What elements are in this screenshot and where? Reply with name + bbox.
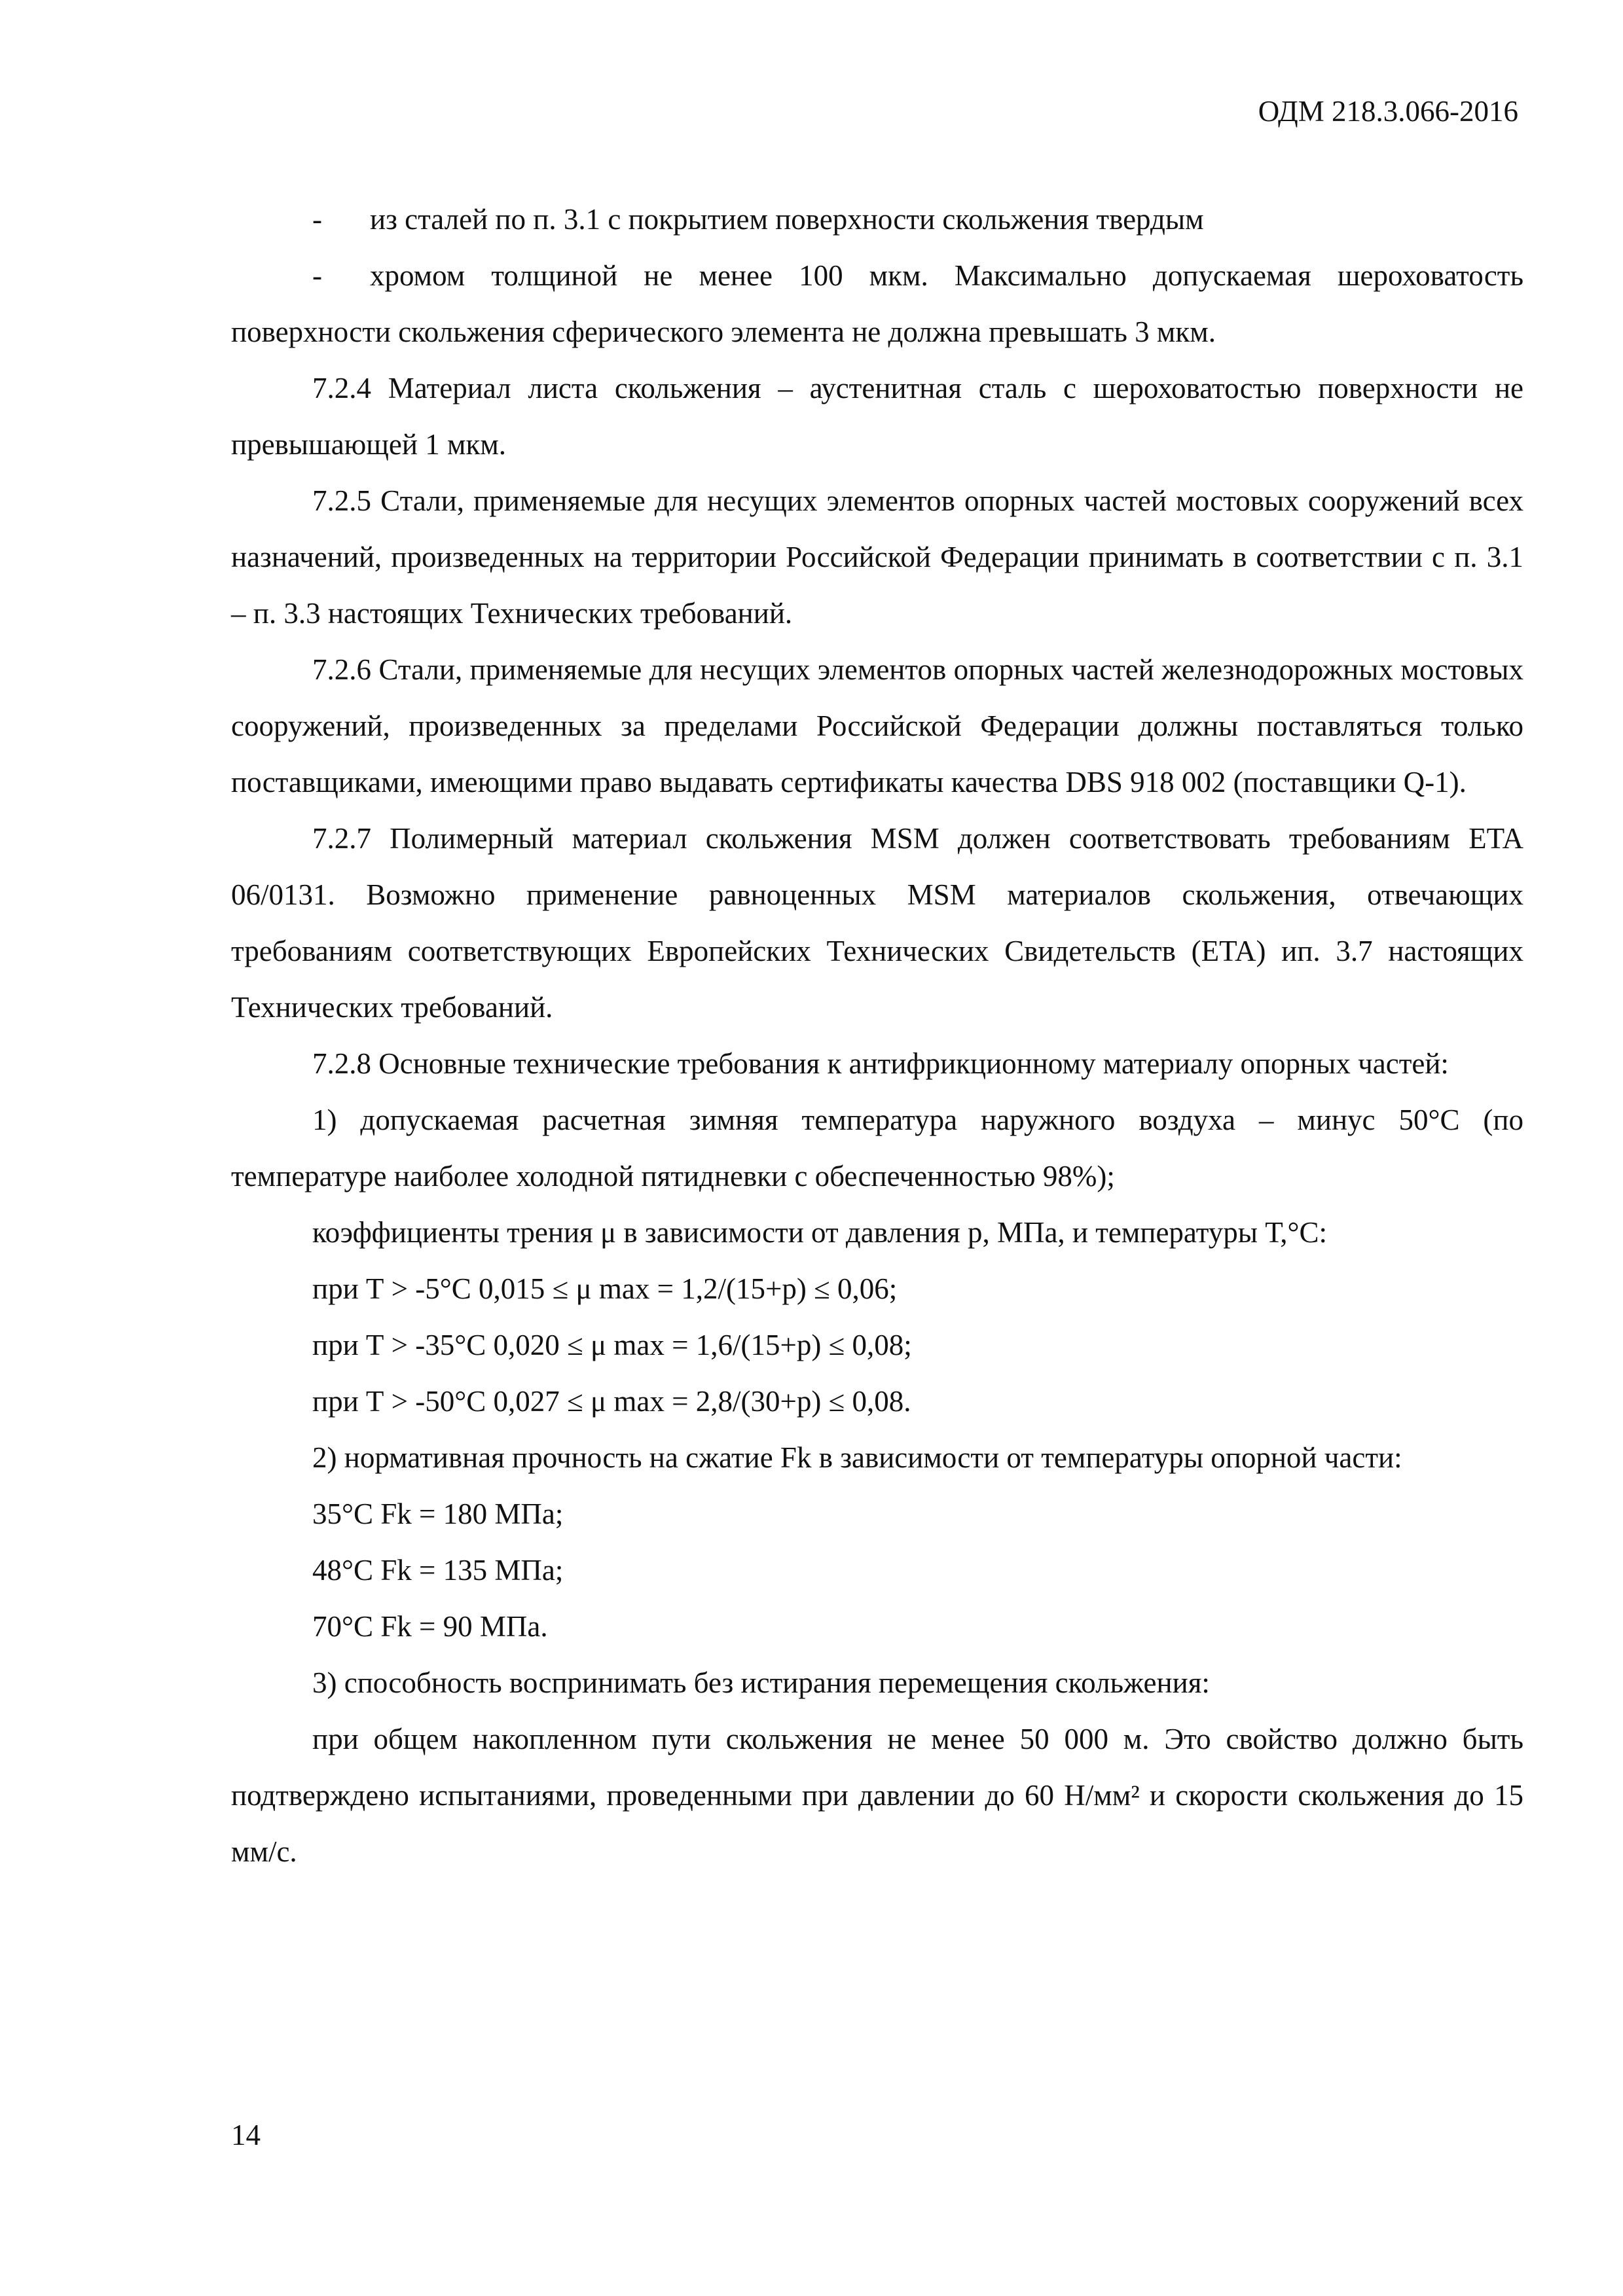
strength-value-line: 70°С Fk = 90 МПа. [312,1610,548,1643]
dash-marker: - [312,203,322,236]
document-code-header: ОДМ 218.3.066-2016 [1258,95,1518,128]
sliding-path-paragraph: при общем накопленном пути скольжения не менее 50 000 м. Это свойство должно быть подтверждено испытаниями, проведенными при давлении до 60 Н/мм² и скорости скольжения до 15 мм/с. [231,1723,1523,1868]
paragraph-7-2-8: 7.2.8 Основные технические требования к антифрикционному материалу опорных частей: [312,1047,1449,1080]
requirement-1: 1) допускаемая расчетная зимняя температура наружного воздуха – минус 50°С (по температуре наиболее холодной пятидневки с обеспеченностью 98%); [231,1103,1523,1193]
page-number: 14 [231,2119,261,2151]
friction-formula-line: при Т > -5°С 0,015 ≤ μ max = 1,2/(15+p) ≤ 0,06; [312,1272,898,1305]
friction-formula-line: при Т > -35°С 0,020 ≤ μ max = 1,6/(15+p) ≤ 0,08; [312,1329,912,1361]
paragraph-7-2-5: 7.2.5 Стали, применяемые для несущих элементов опорных частей мостовых сооружений всех назначений, произведенных на территории Российской Федерации принимать в соответствии с п. 3.1 – п. 3.3 настоящих Технических требований. [231,484,1523,630]
dash-marker: - [312,259,322,292]
requirement-3: 3) способность воспринимать без истирания перемещения скольжения: [312,1666,1210,1699]
paragraph-7-2-4: 7.2.4 Материал листа скольжения – аустенитная сталь с шероховатостью поверхности не превышающей 1 мкм. [231,372,1523,461]
strength-value-line: 35°С Fk = 180 МПа; [312,1498,564,1530]
strength-value-line: 48°С Fk = 135 МПа; [312,1554,564,1587]
paragraph-text: хромом толщиной не менее 100 мкм. Максимально допускаемая шероховатость поверхности скольжения сферического элемента не должна превышать 3 мкм. [231,259,1523,348]
document-body [231,191,1523,1880]
friction-formula-line: при Т > -50°С 0,027 ≤ μ max = 2,8/(30+p) ≤ 0,08. [312,1385,911,1418]
paragraph-7-2-7: 7.2.7 Полимерный материал скольжения MSM должен соответствовать требованиям ETA 06/0131. Возможно применение равноценных MSM материалов скольжения, отвечающих требованиям соответствующих Европейских Технических Свидетельств (ETA) ип. 3.7 настоящих Технических требований. [231,822,1523,1024]
list-item-dash [231,191,1523,247]
friction-coefficients-intro: коэффициенты трения μ в зависимости от давления p, МПа, и температуры Т,°С: [312,1216,1328,1249]
paragraph-7-2-6: 7.2.6 Стали, применяемые для несущих элементов опорных частей железнодорожных мостовых сооружений, произведенных за пределами Российской Федерации должны поставляться только поставщиками, имеющими право выдавать сертификаты качества DBS 918 002 (поставщики Q-1). [231,653,1523,798]
requirement-2: 2) нормативная прочность на сжатие Fk в зависимости от температуры опорной части: [312,1441,1402,1474]
paragraph-text: из сталей по п. 3.1 с покрытием поверхности скольжения твердым [370,203,1204,236]
list-item-dash [231,247,1523,360]
